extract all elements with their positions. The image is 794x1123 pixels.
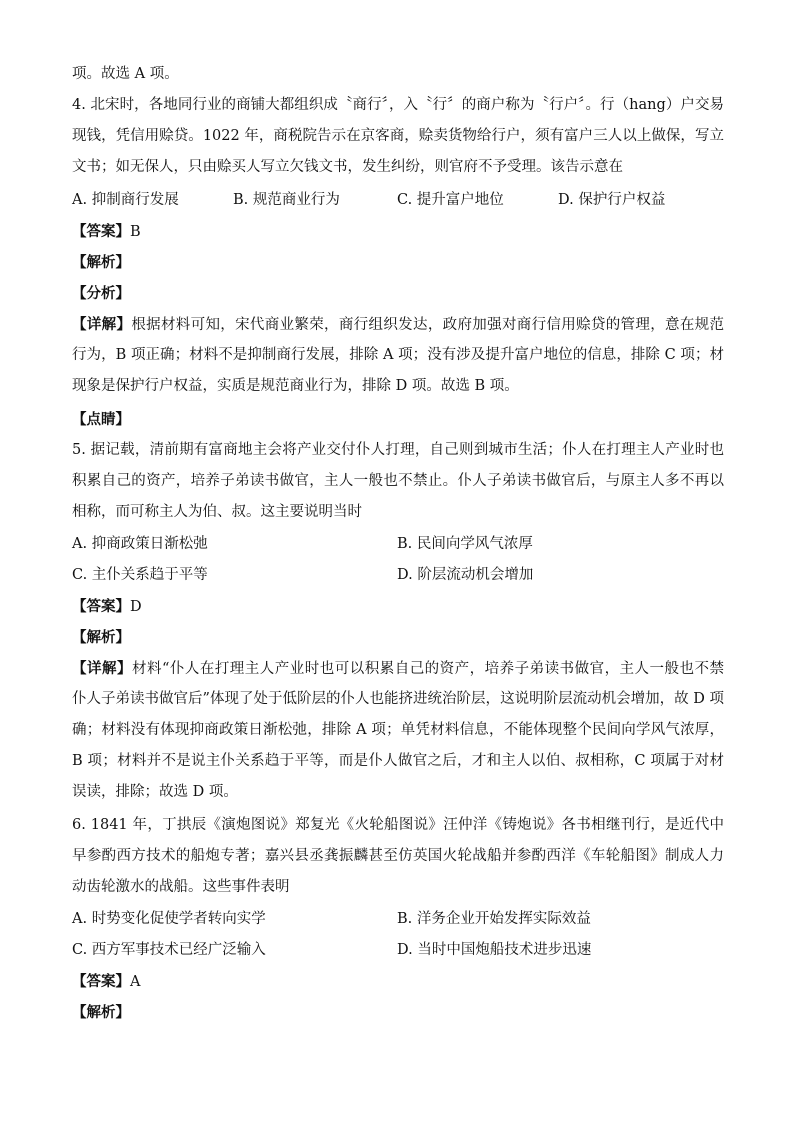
q4-option-b: B. 规范商业行为 (233, 192, 340, 208)
q6-option-a: A. 时势变化促使学者转向实学 (72, 911, 266, 927)
detail-text: 根据材料可知，宋代商业繁荣，商行组织发达，政府加强对商行信用赊贷的管理，意在规范 (131, 317, 724, 333)
q6-option-b: B. 洋务企业开始发挥实际效益 (397, 911, 591, 927)
question-6-stem-cont: 早参酌西方技术的船炮专著；嘉兴县丞龚振麟甚至仿英国火轮战船并参酌西洋《车轮船图》制成人力 (72, 848, 724, 864)
answer-line (72, 966, 724, 997)
question-6-stem: 6. 1841 年，丁拱辰《演炮图说》郑复光《火轮船图说》汪仲洋《铸炮说》各书相继刊行，是近代中 (72, 817, 724, 833)
question-6-stem-end: 动齿轮激水的战船。这些事件表明 (72, 879, 290, 895)
q4-option-d: D. 保护行户权益 (558, 192, 666, 208)
detail-tag: 【详解】 (72, 660, 132, 677)
q6-option-d: D. 当时中国炮船技术进步迅速 (397, 942, 592, 958)
answer-value: D (130, 599, 142, 615)
analysis-heading: 【解析】 (72, 254, 130, 271)
text-line: 项。故选 A 项。 (72, 66, 179, 82)
detail-line-cont: 仆人子弟读书做官后”体现了处于低阶层的仆人也能挤进统治阶层，这说明阶层流动机会增加，故 D 项 (72, 691, 724, 707)
q4-option-c: C. 提升富户地位 (397, 192, 504, 208)
answer-value: B (130, 224, 141, 240)
q5-option-b: B. 民间向学风气浓厚 (397, 536, 533, 552)
analysis-heading: 【解析】 (72, 1004, 130, 1021)
detail-line-cont: 行为，B 项正确；材料不是抑制商行发展，排除 A 项；没有涉及提升富户地位的信息，排除 C 项；材 (72, 347, 724, 363)
answer-tag: 【答案】 (72, 598, 130, 615)
q5-option-a: A. 抑商政策日渐松弛 (72, 536, 208, 552)
question-5-stem-cont: 积累自己的资产，培养子弟读书做官，主人一般也不禁止。仆人子弟读书做官后，与原主人多不再以 (72, 473, 724, 489)
fenxi-heading: 【分析】 (72, 285, 130, 302)
q5-option-d: D. 阶层流动机会增加 (397, 567, 534, 583)
question-5-stem: 5. 据记载，清前期有富商地主会将产业交付仆人打理，自己则到城市生活；仆人在打理主人产业时也 (72, 442, 724, 458)
detail-line-end: 现象是保护行户权益，实质是规范商业行为，排除 D 项。故选 B 项。 (72, 378, 519, 394)
answer-tag: 【答案】 (72, 223, 130, 240)
answer-line (72, 591, 724, 622)
detail-tag: 【详解】 (72, 316, 132, 333)
q6-option-c: C. 西方军事技术已经广泛输入 (72, 942, 266, 958)
question-4-stem: 4. 北宋时，各地同行业的商铺大都组织成〝商行〞，入〝行〞的商户称为〝行户〞。行（hang）户交易 (72, 97, 724, 113)
detail-line (72, 309, 724, 340)
q4-option-a: A. 抑制商行发展 (72, 192, 179, 208)
detail-text: 材料“仆人在打理主人产业时也可以积累自己的资产，培养子弟读书做官，主人一般也不禁 (131, 661, 724, 677)
answer-line (72, 216, 724, 247)
question-5-stem-end: 相称，而可称主人为伯、叔。这主要说明当时 (72, 504, 362, 520)
question-4-stem-cont: 现钱，凭信用赊贷。1022 年，商税院告示在京客商，赊卖货物给行户，须有富户三人以上做保，写立 (72, 128, 724, 144)
q5-option-c: C. 主仆关系趋于平等 (72, 567, 208, 583)
detail-line-end: 误读，排除；故选 D 项。 (72, 784, 238, 800)
answer-tag: 【答案】 (72, 973, 130, 990)
answer-value: A (130, 974, 141, 990)
detail-line-cont: B 项；材料并不是说主仆关系趋于平等，而是仆人做官之后，才和主人以伯、叔相称，C 项属于对材 (72, 753, 724, 769)
detail-line (72, 653, 724, 684)
detail-line-cont: 确；材料没有体现抑商政策日渐松弛，排除 A 项；单凭材料信息，不能体现整个民间向学风气浓厚， (72, 722, 724, 738)
dianjing-heading: 【点睛】 (72, 411, 130, 428)
analysis-heading: 【解析】 (72, 629, 130, 646)
question-4-stem-end: 文书；如无保人，只由赊买人写立欠钱文书，发生纠纷，则官府不予受理。该告示意在 (72, 159, 623, 175)
